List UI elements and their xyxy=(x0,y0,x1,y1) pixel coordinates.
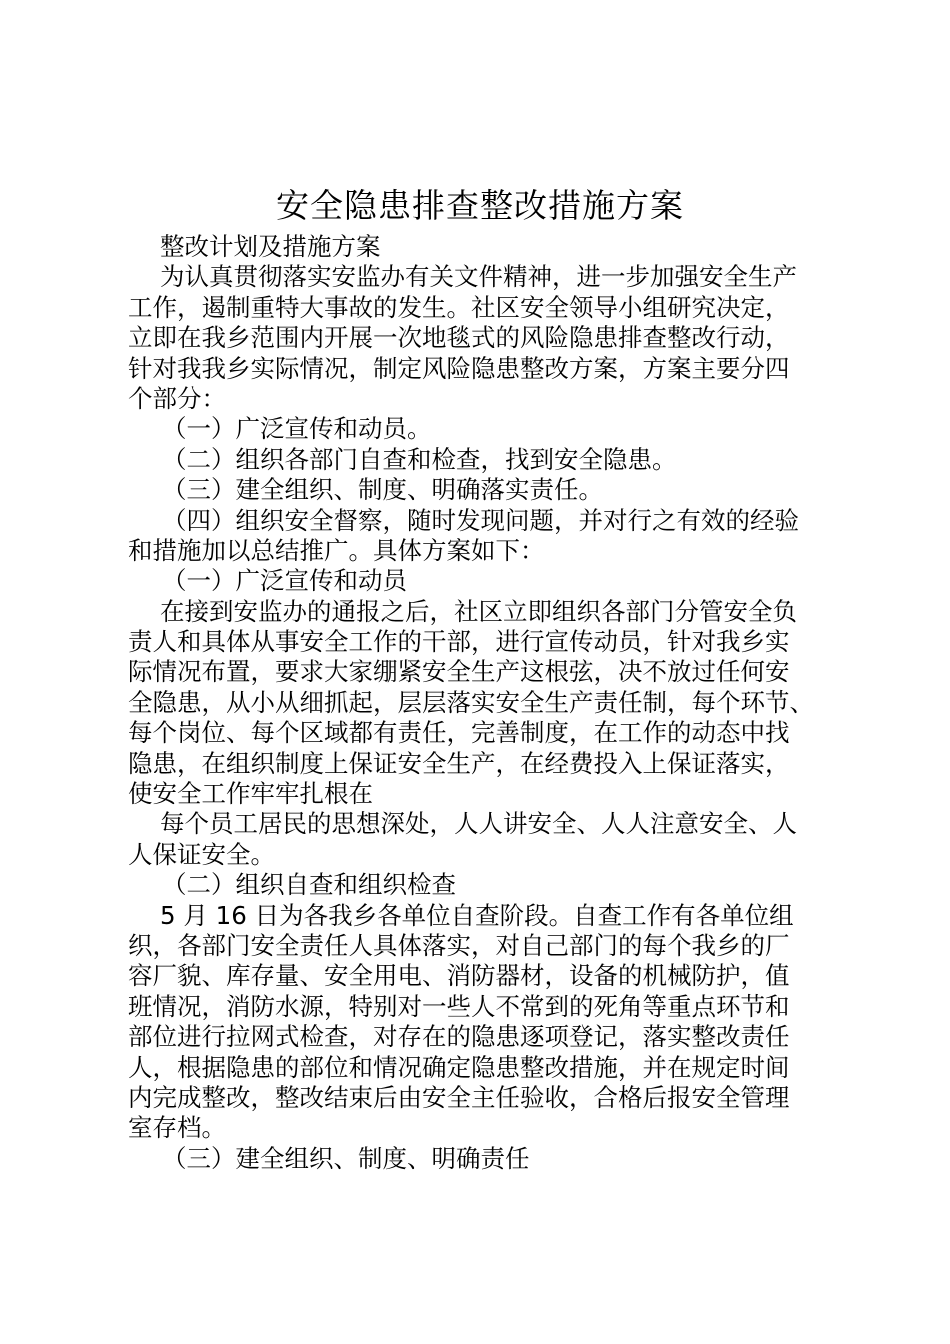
document-body xyxy=(128,232,828,1174)
document-title: 安全隐患排查整改措施方案 xyxy=(276,186,684,225)
section-heading: （一）广泛宣传和动员 xyxy=(162,566,407,596)
paragraph-line: 5 月 16 日为各我乡各单位自查阶段。自查工作有各单位组 xyxy=(160,900,794,930)
paragraph-line: 全隐患，从小从细抓起，层层落实安全生产责任制，每个环节、 xyxy=(128,687,814,717)
paragraph-line: 使安全工作牢牢扎根在 xyxy=(128,779,373,809)
list-item: （二）组织各部门自查和检查，找到安全隐患。 xyxy=(162,444,677,474)
paragraph-line: 每个岗位、每个区域都有责任，完善制度，在工作的动态中找 xyxy=(128,718,790,748)
paragraph-line: 人，根据隐患的部位和情况确定隐患整改措施，并在规定时间 xyxy=(128,1052,790,1082)
paragraph-line: 际情况布置，要求大家绷紧安全生产这根弦，决不放过任何安 xyxy=(128,657,790,687)
paragraph-line: 工作，遏制重特大事故的发生。社区安全领导小组研究决定， xyxy=(128,292,790,322)
paragraph-line: 人保证安全。 xyxy=(128,839,275,869)
section-heading: （三）建全组织、制度、明确责任 xyxy=(162,1143,530,1173)
paragraph-line: 立即在我乡范围内开展一次地毯式的风险隐患排查整改行动， xyxy=(128,323,790,353)
paragraph-line: 每个员工居民的思想深处，人人讲安全、人人注意安全、人 xyxy=(160,809,797,839)
subtitle-line: 整改计划及措施方案 xyxy=(160,232,381,261)
paragraph-line: 部位进行拉网式检查，对存在的隐患逐项登记，落实整改责任 xyxy=(128,1022,790,1052)
paragraph-line: 个部分： xyxy=(128,383,226,413)
list-item: （一）广泛宣传和动员。 xyxy=(162,414,432,444)
paragraph-line: 在接到安监办的通报之后，社区立即组织各部门分管安全负 xyxy=(160,596,797,626)
list-item: （四）组织安全督察，随时发现问题，并对行之有效的经验 xyxy=(162,505,799,535)
paragraph-line: 为认真贯彻落实安监办有关文件精神，进一步加强安全生产 xyxy=(160,262,797,292)
paragraph-line: 班情况，消防水源，特别对一些人不常到的死角等重点环节和 xyxy=(128,991,790,1021)
paragraph-line: 内完成整改，整改结束后由安全主任验收，合格后报安全管理 xyxy=(128,1082,790,1112)
paragraph-line: 容厂貌、库存量、安全用电、消防器材，设备的机械防护，值 xyxy=(128,961,790,991)
section-heading: （二）组织自查和组织检查 xyxy=(162,870,456,900)
paragraph-line: 和措施加以总结推广。具体方案如下： xyxy=(128,535,545,565)
paragraph-line: 隐患，在组织制度上保证安全生产，在经费投入上保证落实， xyxy=(128,748,790,778)
list-item: （三）建全组织、制度、明确落实责任。 xyxy=(162,475,603,505)
paragraph-line: 室存档。 xyxy=(128,1113,226,1143)
paragraph-line: 织，各部门安全责任人具体落实，对自己部门的每个我乡的厂 xyxy=(128,930,790,960)
paragraph-line: 针对我我乡实际情况，制定风险隐患整改方案，方案主要分四 xyxy=(128,353,790,383)
paragraph-line: 责人和具体从事安全工作的干部，进行宣传动员，针对我乡实 xyxy=(128,627,790,657)
